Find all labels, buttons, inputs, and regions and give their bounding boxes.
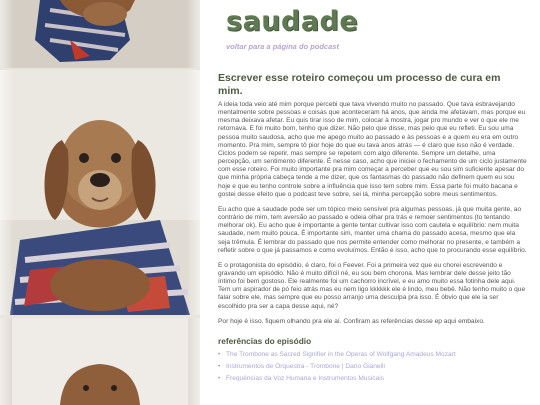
dog-photo-middle: [0, 70, 200, 315]
dog-photo-bottom: [0, 318, 200, 405]
reference-link[interactable]: Frequências da Voz Humana e Instrumentos Musicais: [226, 375, 384, 383]
post-title: Escrever esse roteiro começou um processo de cura em mim.: [218, 72, 501, 97]
post-paragraph: E o protagonista do episódio, é claro, foi o Feever. Foi a primeira vez que eu chorei escrevendo e gravando um episódio. Não é muito difícil né, eu sou bem chorona. Mas lembrar dele desse jeito tão íntimo foi bem gostoso. Ele realmente foi um cachorro incrível, e eu amo muito essa fotinha dele aqui. Tem um aspirador de pó feio atrás mas eu nem ligo kkkkkk ele é lindo, meu bebê. Não tenho muito o que falar sobre ele, mas sempre que eu posso arranjo uma desculpa pra isso. É óbvio que ele ia ser escolhido pra ser a capa desse aqui, né?: [218, 261, 526, 310]
back-to-podcast-link[interactable]: voltar para a página do podcast: [226, 42, 339, 51]
post-paragraph: A ideia toda veio até mim porque percebi que tava vivendo muito no passado. Que tava esbravejando mentalmente sobre pessoas e coisas que aconteceram há anos, que ainda me afetavam, mas porque eu mesma deixava afetar. Eu quis tirar isso de mim, colocar à mostra, jogar pro mundo e ver o que ele me retornava. E foi muito bom, tenho que dizer. Não pelo que disse, mas pelo que eu refleti. Eu sou uma pessoa muito saudosa, acho que me apego muito ao passado e às pessoas e a quem eu era em outro momento. Pra mim, sempre tô pior hoje do que eu tava anos atrás — é claro que isso não é verdade. Ciclos podem se repetir, mas sempre se repetem com algo diferente. Sempre um detalhe, uma percepção, um sentimento diferente. É nesse caso, acho que iniciei o fechamento de um ciclo justamente com esse roteiro. Foi muito importante pra mim começar a perceber que eu sou sim suficiente apesar do que minha própria cabeça tende a me dizer, que os fantasmas do passado não definem quem eu sou hoje e que eu tenho controle sobre a influência que isso tem sobre mim. Essa parte foi muito bacana e gostei desse efeito que o podcast teve sobre, sei lá, minha percepção sobre meus sentimentos.: [218, 101, 527, 198]
reference-item: [226, 363, 528, 371]
main-content: [218, 0, 528, 405]
post-body: [218, 101, 528, 388]
photo-column: [0, 0, 200, 405]
reference-link[interactable]: Instrumentos de Orquestra - Trombone | Dario Gianelli: [226, 363, 385, 371]
references-heading: referências do episódio: [218, 335, 312, 346]
site-title: saudade: [226, 6, 359, 37]
dog-photo-top: [0, 0, 200, 68]
post-paragraph: Eu acho que a saudade pode ser um tópico meio sensível pra algumas pessoas, já que muita gente, ao contrário de mim, tem aversão ao passado e odeia olhar pra trás e remoer sentimentos (to tentando melhorar ok). Eu acho que é importante a gente tentar cultivar isso com cautela e equilíbrio: nem muita saudade, nem muito pouca. É importante sim, manter uma chama do passado acesa, mesmo que ela seja trêmula. É lembrar do passado que nos permite entender como melhorar no presente, e também a refletir sobre o que já passamos e como evoluímos. Então é isso, acho que to procurando esse equilíbrio.: [218, 205, 527, 254]
post-paragraph: Por hoje é isso. fiquem olhando pra ele aí. Confiram as referências desse ep aqui embaixo.: [218, 317, 485, 325]
reference-link[interactable]: The Trombone as Sacred Signifier in the Operas of Wolfgang Amadeus Mozart: [226, 351, 456, 359]
reference-item: [226, 351, 528, 359]
references-list: [218, 351, 528, 383]
reference-item: [226, 375, 528, 383]
